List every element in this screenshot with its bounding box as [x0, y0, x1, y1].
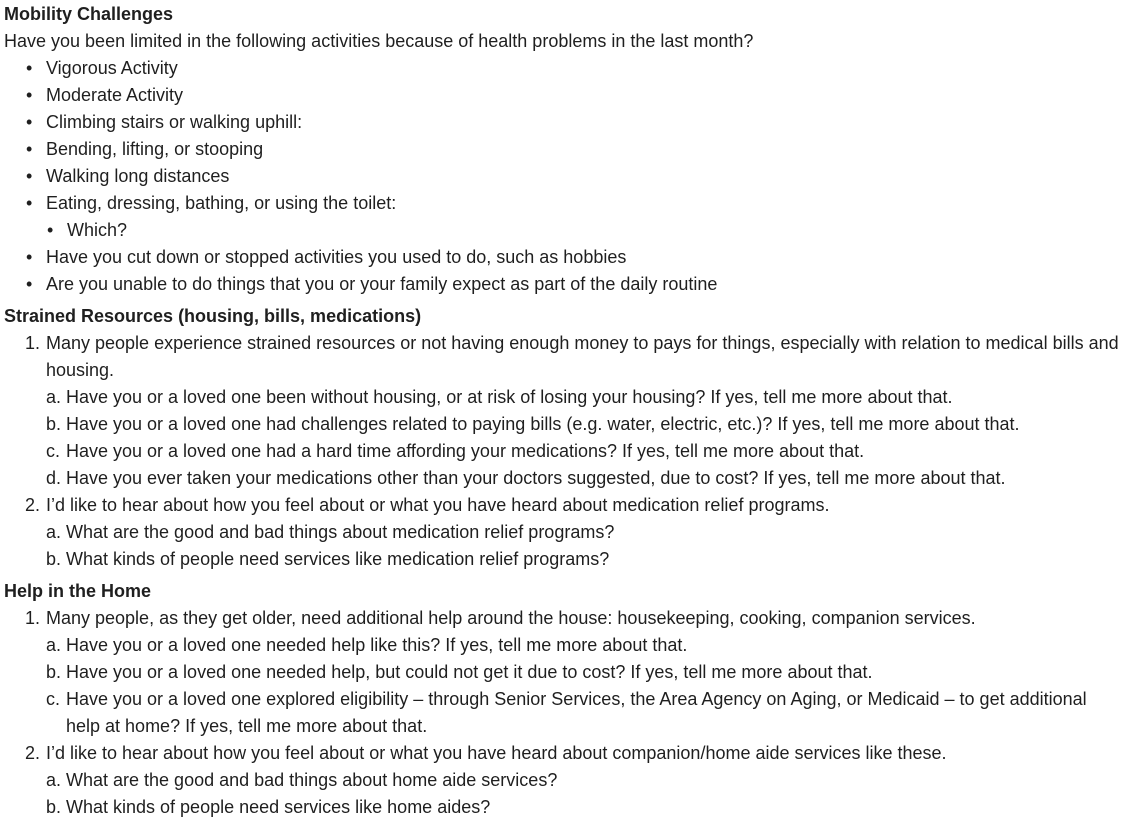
- item-text: Many people, as they get older, need additional help around the house: housekeeping, cooking, companion services.: [46, 608, 976, 628]
- item-text: I’d like to hear about how you feel about or what you have heard about medication relief programs.: [46, 495, 830, 515]
- section-intro: Have you been limited in the following activities because of health problems in the last month?: [4, 31, 754, 51]
- numbered-item: [4, 605, 1124, 632]
- item-text: Have you or a loved one needed help like this? If yes, tell me more about that.: [66, 635, 688, 655]
- numbered-list: [4, 330, 1124, 384]
- item-number: 2.: [25, 743, 41, 763]
- item-letter: b.: [46, 414, 62, 434]
- numbered-list: [4, 740, 1124, 767]
- item-letter: b.: [46, 549, 62, 569]
- item-text: Have you or a loved one been without housing, or at risk of losing your housing? If yes, tell me more about that.: [66, 387, 953, 407]
- list-item: • Eating, dressing, bathing, or using the toilet:: [4, 190, 1124, 217]
- list-item: • Vigorous Activity: [4, 55, 1124, 82]
- item-number: 1.: [25, 608, 41, 628]
- lettered-item: [4, 411, 1124, 438]
- lettered-item: [4, 546, 1124, 573]
- lettered-list: [4, 519, 1124, 573]
- numbered-item: [4, 492, 1124, 519]
- item-text: I’d like to hear about how you feel about or what you have heard about companion/home aide services like these.: [46, 743, 947, 763]
- numbered-item: [4, 740, 1124, 767]
- lettered-item: [4, 794, 1124, 821]
- list-item: • Are you unable to do things that you or your family expect as part of the daily routine: [4, 271, 1124, 298]
- list-item: • Moderate Activity: [4, 82, 1124, 109]
- section-heading: Strained Resources (housing, bills, medications): [4, 306, 422, 326]
- item-letter: d.: [46, 468, 62, 488]
- item-letter: c.: [46, 441, 61, 461]
- numbered-list: [4, 492, 1124, 519]
- item-text: What kinds of people need services like home aides?: [66, 797, 491, 817]
- item-number: 1.: [25, 333, 41, 353]
- lettered-item: [4, 686, 1124, 740]
- item-text: Have you or a loved one had a hard time affording your medications? If yes, tell me more about that.: [66, 441, 865, 461]
- item-text: Have you or a loved one had challenges related to paying bills (e.g. water, electric, etc.)? If yes, tell me more about that.: [66, 414, 1020, 434]
- item-number: 2.: [25, 495, 41, 515]
- home-help-section: [4, 578, 1124, 821]
- lettered-item: [4, 384, 1124, 411]
- mobility-section: [4, 1, 1124, 298]
- item-text: What kinds of people need services like medication relief programs?: [66, 549, 610, 569]
- numbered-list: [4, 605, 1124, 632]
- item-text: Many people experience strained resources or not having enough money to pays for things, especially with relation to medical bills and housing.: [46, 333, 1119, 380]
- sub-list-item: • Which?: [4, 217, 1124, 244]
- lettered-list: [4, 767, 1124, 821]
- lettered-item: [4, 465, 1124, 492]
- item-text: Have you ever taken your medications other than your doctors suggested, due to cost? If yes, tell me more about that.: [66, 468, 1006, 488]
- section-heading: Help in the Home: [4, 581, 152, 601]
- item-letter: b.: [46, 797, 62, 817]
- item-letter: c.: [46, 689, 61, 709]
- lettered-item: [4, 632, 1124, 659]
- item-letter: a.: [46, 635, 62, 655]
- section-heading: Mobility Challenges: [4, 4, 174, 24]
- item-text: Have you or a loved one needed help, but could not get it due to cost? If yes, tell me more about that.: [66, 662, 873, 682]
- list-item: • Bending, lifting, or stooping: [4, 136, 1124, 163]
- list-item: • Climbing stairs or walking uphill:: [4, 109, 1124, 136]
- bullet-list: [4, 244, 1124, 298]
- item-text: What are the good and bad things about medication relief programs?: [66, 522, 615, 542]
- item-letter: a.: [46, 770, 62, 790]
- list-item: • Walking long distances: [4, 163, 1124, 190]
- item-letter: b.: [46, 662, 62, 682]
- numbered-item: [4, 330, 1124, 384]
- item-text: Have you or a loved one explored eligibility – through Senior Services, the Area Agency on Aging, or Medicaid – to get additional help at home? If yes, tell me more about that.: [66, 689, 1087, 736]
- item-letter: a.: [46, 522, 62, 542]
- lettered-list: [4, 632, 1124, 740]
- lettered-item: [4, 659, 1124, 686]
- lettered-item: [4, 438, 1124, 465]
- list-item: • Have you cut down or stopped activities you used to do, such as hobbies: [4, 244, 1124, 271]
- item-letter: a.: [46, 387, 62, 407]
- bullet-list: [4, 55, 1124, 217]
- resources-section: [4, 303, 1124, 573]
- sub-bullet-list: [4, 217, 1124, 244]
- lettered-item: [4, 767, 1124, 794]
- lettered-list: [4, 384, 1124, 492]
- lettered-item: [4, 519, 1124, 546]
- item-text: What are the good and bad things about home aide services?: [66, 770, 558, 790]
